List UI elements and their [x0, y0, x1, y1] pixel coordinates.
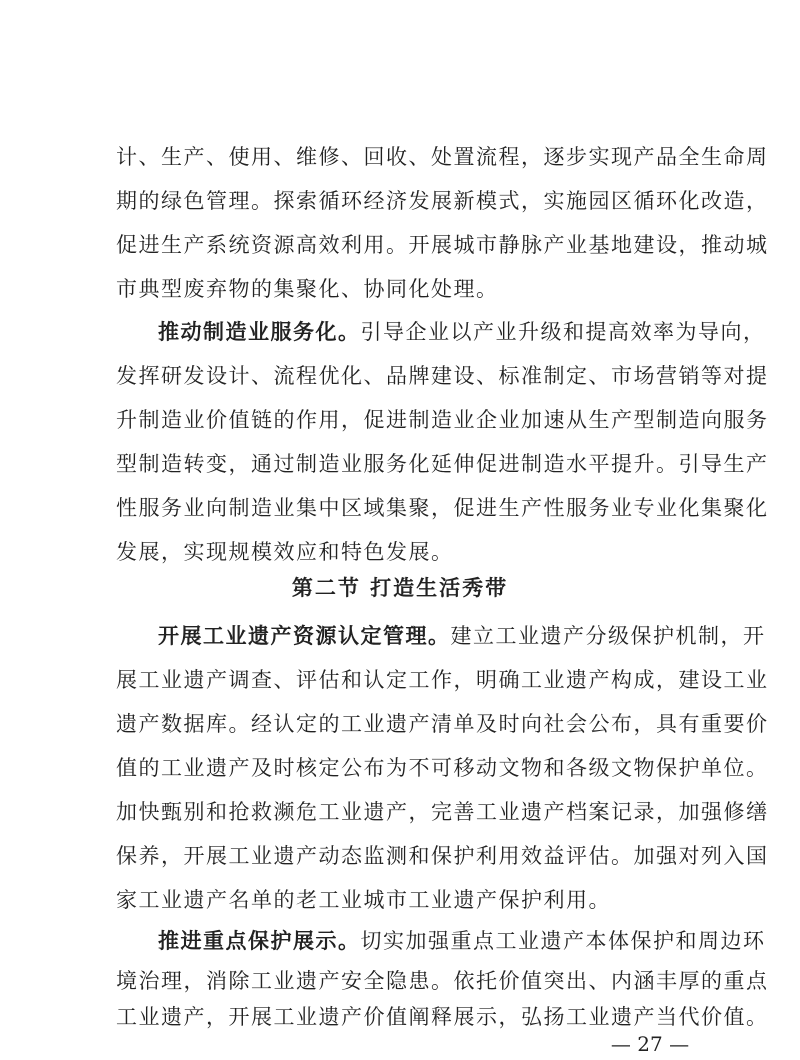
paragraph-line: 性服务业向制造业集中区域集聚，促进生产性服务业专业化集聚化: [116, 496, 769, 520]
page-number: — 27 —: [610, 1032, 690, 1056]
paragraph-text: 引导企业以产业升级和提高效率为导向，: [360, 320, 766, 344]
paragraph-line: 期的绿色管理。探索循环经济发展新模式，实施园区循环化改造，: [116, 189, 769, 213]
paragraph-line: 家工业遗产名单的老工业城市工业遗产保护利用。: [116, 888, 611, 912]
paragraph-text: 建立工业遗产分级保护机制，开: [450, 624, 766, 648]
paragraph-first-line: [158, 621, 766, 651]
paragraph-lead: 推动制造业服务化。: [158, 319, 361, 344]
paragraph-line: 值的工业遗产及时核定公布为不可移动文物和各级文物保护单位。: [116, 756, 769, 780]
paragraph-line: 加快甄别和抢救濒危工业遗产，完善工业遗产档案记录，加强修缮: [116, 800, 769, 824]
paragraph-line: 型制造转变，通过制造业服务化延伸促进制造水平提升。引导生产: [116, 452, 769, 476]
paragraph-text: 切实加强重点工业遗产本体保护和周边环: [360, 929, 766, 953]
paragraph-lead: 开展工业遗产资源认定管理。: [158, 623, 451, 648]
section-heading: 第二节 打造生活秀带: [291, 575, 509, 600]
paragraph-line: 保养，开展工业遗产动态监测和保护利用效益评估。加强对列入国: [116, 844, 769, 868]
paragraph-line: 计、生产、使用、维修、回收、处置流程，逐步实现产品全生命周: [116, 145, 769, 169]
paragraph-line: 工业遗产，开展工业遗产价值阐释展示，弘扬工业遗产当代价值。: [116, 1005, 769, 1029]
paragraph-line: 发挥研发设计、流程优化、品牌建设、标准制定、市场营销等对提: [116, 364, 769, 388]
paragraph-first-line: [158, 317, 766, 347]
paragraph-line: 促进生产系统资源高效利用。开展城市静脉产业基地建设，推动城: [116, 233, 769, 257]
paragraph-first-line: [158, 926, 766, 956]
paragraph-line: 升制造业价值链的作用，促进制造业企业加速从生产型制造向服务: [116, 408, 769, 432]
paragraph-line: 市典型废弃物的集聚化、协同化处理。: [116, 277, 499, 301]
paragraph-line: 发展，实现规模效应和特色发展。: [116, 540, 454, 564]
paragraph-line: 境治理，消除工业遗产安全隐患。依托价值突出、内涵丰厚的重点: [116, 969, 769, 993]
paragraph-line: 展工业遗产调查、评估和认定工作，明确工业遗产构成，建设工业: [116, 668, 769, 692]
paragraph-line: 遗产数据库。经认定的工业遗产清单及时向社会公布，具有重要价: [116, 712, 769, 736]
paragraph-lead: 推进重点保护展示。: [158, 928, 361, 953]
